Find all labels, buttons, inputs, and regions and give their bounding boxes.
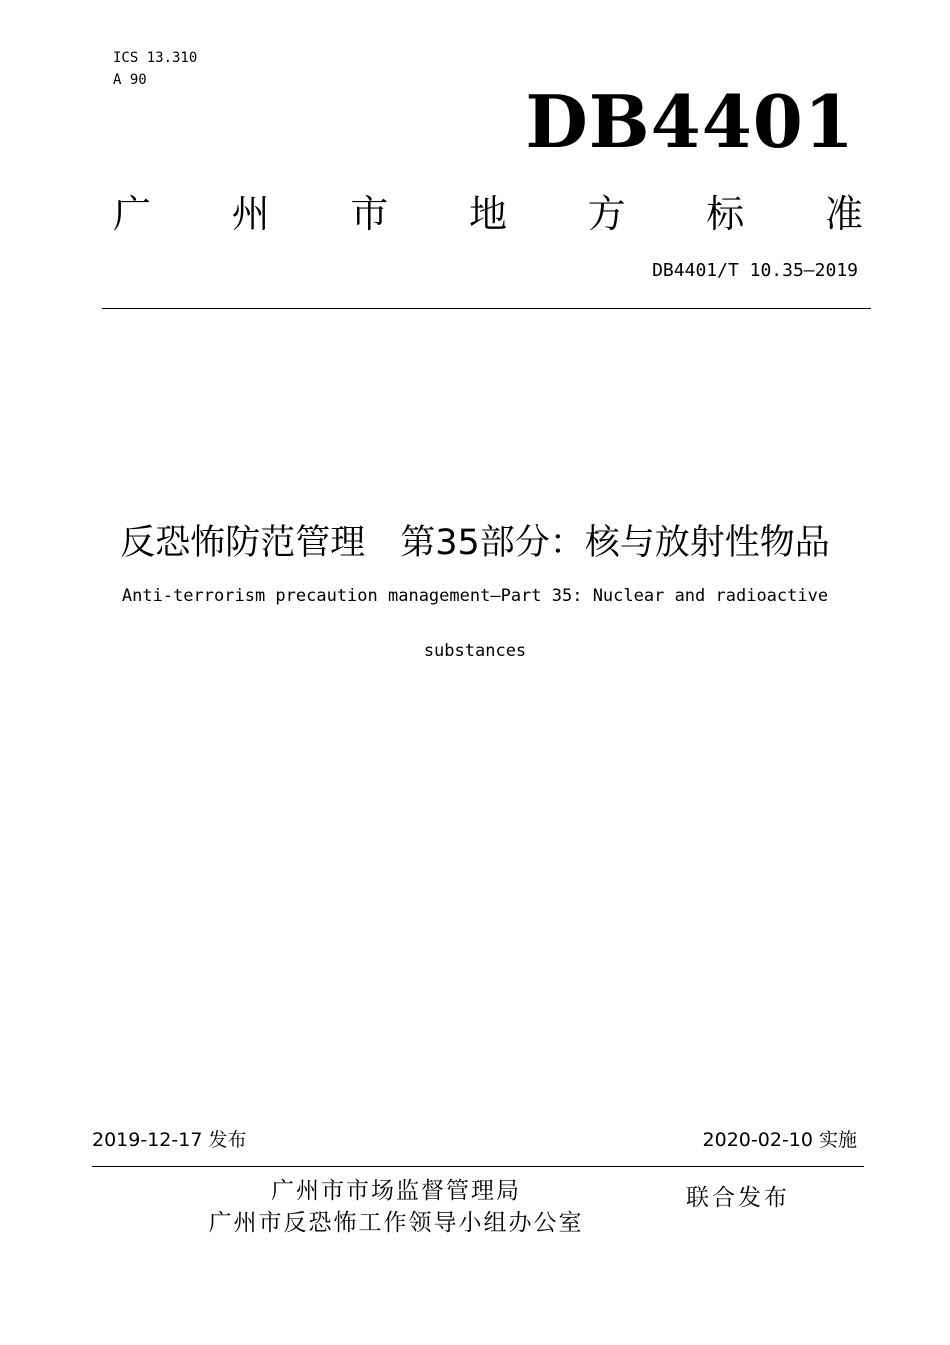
issuer-name: 广州市市场监督管理局 [271,1178,521,1204]
standard-type-char: 标 [706,191,745,236]
bottom-divider [92,1166,864,1167]
ccs-code: A 90 [113,72,147,88]
top-divider [102,308,871,309]
standard-code: DB4401 [525,79,855,164]
classification-codes [113,47,197,91]
standard-type-char: 地 [468,191,507,236]
standard-type-char: 准 [824,191,863,236]
standard-type-char: 方 [587,191,626,236]
issuer-name: 广州市反恐怖工作领导小组办公室 [208,1210,584,1236]
standard-type-char: 州 [231,191,270,236]
standard-type-char: 市 [350,191,389,236]
standard-type-heading [113,186,863,234]
title-english-line2: substances [423,641,527,661]
title-chinese: 反恐怖防范管理 第35部分：核与放射性物品 [120,523,830,563]
ics-code: ICS 13.310 [113,50,198,66]
standard-number: DB4401/T 10.35—2019 [652,260,858,281]
standard-type-char: 广 [113,191,152,236]
implementation-date: 2020-02-10 实施 [702,1129,857,1151]
issue-date: 2019-12-17 发布 [92,1129,247,1151]
title-english-line1: Anti-terrorism precaution management—Part 35: Nuclear and radioactive [121,586,829,606]
issuing-authorities [140,1175,652,1239]
joint-release-label: 联合发布 [686,1185,790,1211]
